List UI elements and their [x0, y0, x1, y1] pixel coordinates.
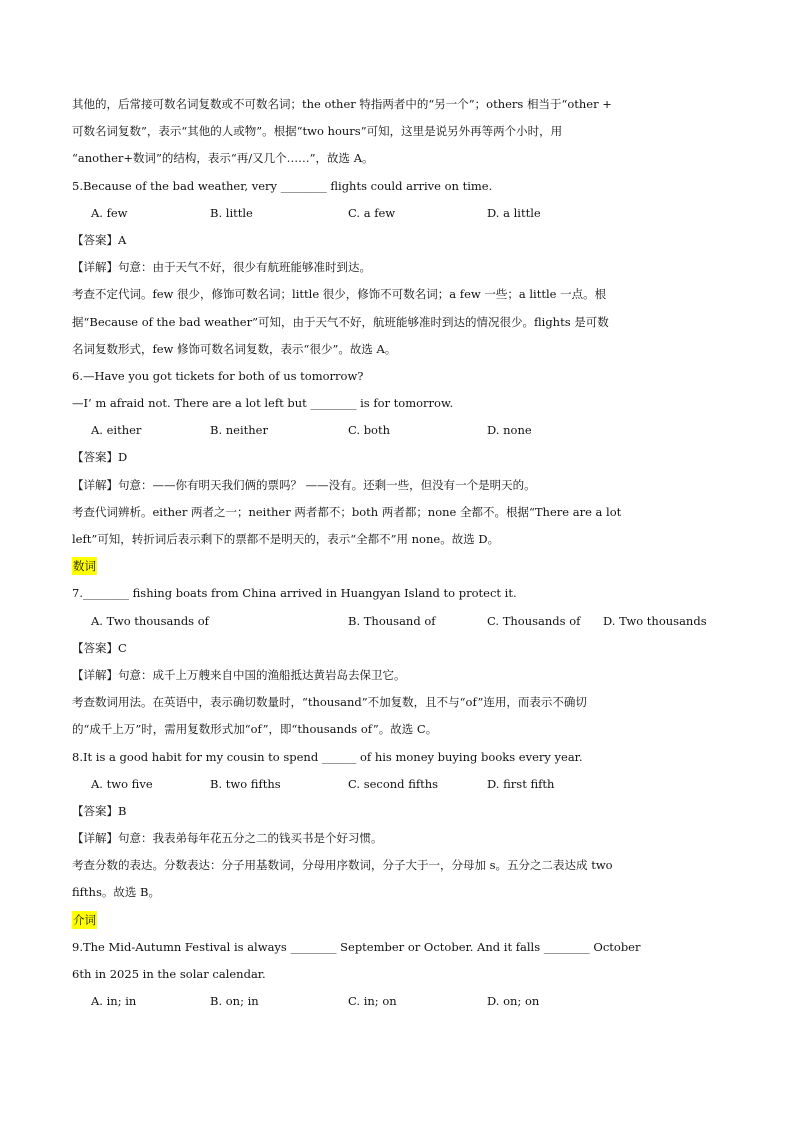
question-6-stem: 6.—Have you got tickets for both of us tomorrow? [72, 368, 364, 383]
option-b: B. Thousand of [348, 613, 436, 628]
question-8-explain: 考查分数的表达。分数表达：分子用基数词，分母用序数词，分子大于一，分母加 s。五分之二表达成 two [72, 858, 613, 873]
option-c: C. second fifths [348, 776, 439, 791]
option-b: B. little [210, 205, 253, 220]
option-a: A. two five [91, 776, 153, 791]
question-7-answer: 【答案】C [72, 640, 127, 655]
option-c: C. in; on [348, 994, 397, 1009]
question-7-detail: 【详解】句意：成千上万艘来自中国的渔船抵达黄岩岛去保卫它。 [72, 667, 406, 682]
option-a: A. few [91, 205, 128, 220]
question-6-explain: left”可知，转折词后表示剩下的票都不是明天的，表示“全都不”用 none。故选 D。 [72, 532, 500, 546]
question-5-explain: 据“Because of the bad weather”可知，由于天气不好，航班能够准时到达的情况很少。flights 是可数 [72, 314, 609, 329]
question-8-explain: fifths。故选 B。 [72, 885, 160, 900]
option-d: D. on; on [487, 994, 540, 1009]
question-8-answer: 【答案】B [72, 803, 127, 818]
document-page [72, 91, 724, 1015]
section-label: 介词 [73, 912, 96, 927]
question-7-explain: 的“成千上万”时，需用复数形式加“of”，即“thousands of”。故选 C。 [72, 722, 438, 737]
question-7-explain: 考查数词用法。在英语中，表示确切数量时，“thousand”不加复数，且不与“of”连用，而表示不确切 [72, 695, 587, 710]
option-b: B. two fifths [210, 776, 281, 791]
question-5-explain: 考查不定代词。few 很少，修饰可数名词；little 很少，修饰不可数名词；a few 一些；a little 一点。根 [72, 287, 607, 302]
question-8-detail: 【详解】句意：我表弟每年花五分之二的钱买书是个好习惯。 [72, 831, 383, 846]
question-6-stem: —I’ m afraid not. There are a lot left but ________ is for tomorrow. [72, 396, 454, 411]
option-d: D. Two thousands [603, 613, 707, 628]
explanation-line: 其他的，后常接可数名词复数或不可数名词；the other 特指两者中的“另一个”；others 相当于“other + [72, 97, 612, 111]
option-d: D. none [487, 423, 532, 438]
option-d: D. a little [487, 205, 541, 220]
option-b: B. neither [210, 423, 268, 438]
question-9-stem: 6th in 2025 in the solar calendar. [72, 967, 266, 981]
option-a: A. Two thousands of [91, 613, 209, 628]
option-c: C. both [348, 423, 391, 438]
option-c: C. a few [348, 205, 396, 220]
question-5-explain: 名词复数形式，few 修饰可数名词复数，表示“很少”。故选 A。 [72, 341, 397, 356]
question-5-answer: 【答案】A [72, 232, 127, 247]
question-6-answer: 【答案】D [72, 450, 128, 465]
question-6-detail: 【详解】句意：——你有明天我们俩的票吗？ ——没有。还剩一些，但没有一个是明天的。 [72, 477, 536, 492]
question-7-options [72, 608, 724, 635]
section-label: 数词 [73, 559, 96, 574]
question-6-options [72, 417, 724, 444]
option-a: A. in; in [91, 994, 137, 1009]
question-5-stem: 5.Because of the bad weather, very ________ flights could arrive on time. [72, 178, 493, 193]
option-a: A. either [91, 423, 142, 438]
section-heading-prepositions [72, 907, 724, 934]
question-7-stem: 7.________ fishing boats from China arrived in Huangyan Island to protect it. [72, 586, 517, 601]
explanation-line: 可数名词复数”，表示“其他的人或物”。根据“two hours”可知，这里是说另外再等两个小时，用 [72, 124, 563, 139]
option-b: B. on; in [210, 994, 259, 1009]
option-c: C. Thousands of [487, 613, 581, 628]
explanation-line: “another+数词”的结构，表示“再/又几个……”，故选 A。 [72, 151, 374, 166]
question-9-options [72, 988, 724, 1015]
option-d: D. first fifth [487, 776, 555, 791]
section-heading-numerals [72, 553, 724, 580]
question-8-options [72, 771, 724, 798]
question-8-stem: 8.It is a good habit for my cousin to spend ______ of his money buying books every year. [72, 749, 583, 764]
question-9-stem: 9.The Mid-Autumn Festival is always ________ September or October. And it falls ________ October [72, 939, 641, 954]
question-6-explain: 考查代词辨析。either 两者之一；neither 两者都不；both 两者都；none 全都不。根据“There are a lot [72, 504, 622, 519]
question-5-detail: 【详解】句意：由于天气不好，很少有航班能够准时到达。 [72, 260, 371, 275]
question-5-options [72, 200, 724, 227]
